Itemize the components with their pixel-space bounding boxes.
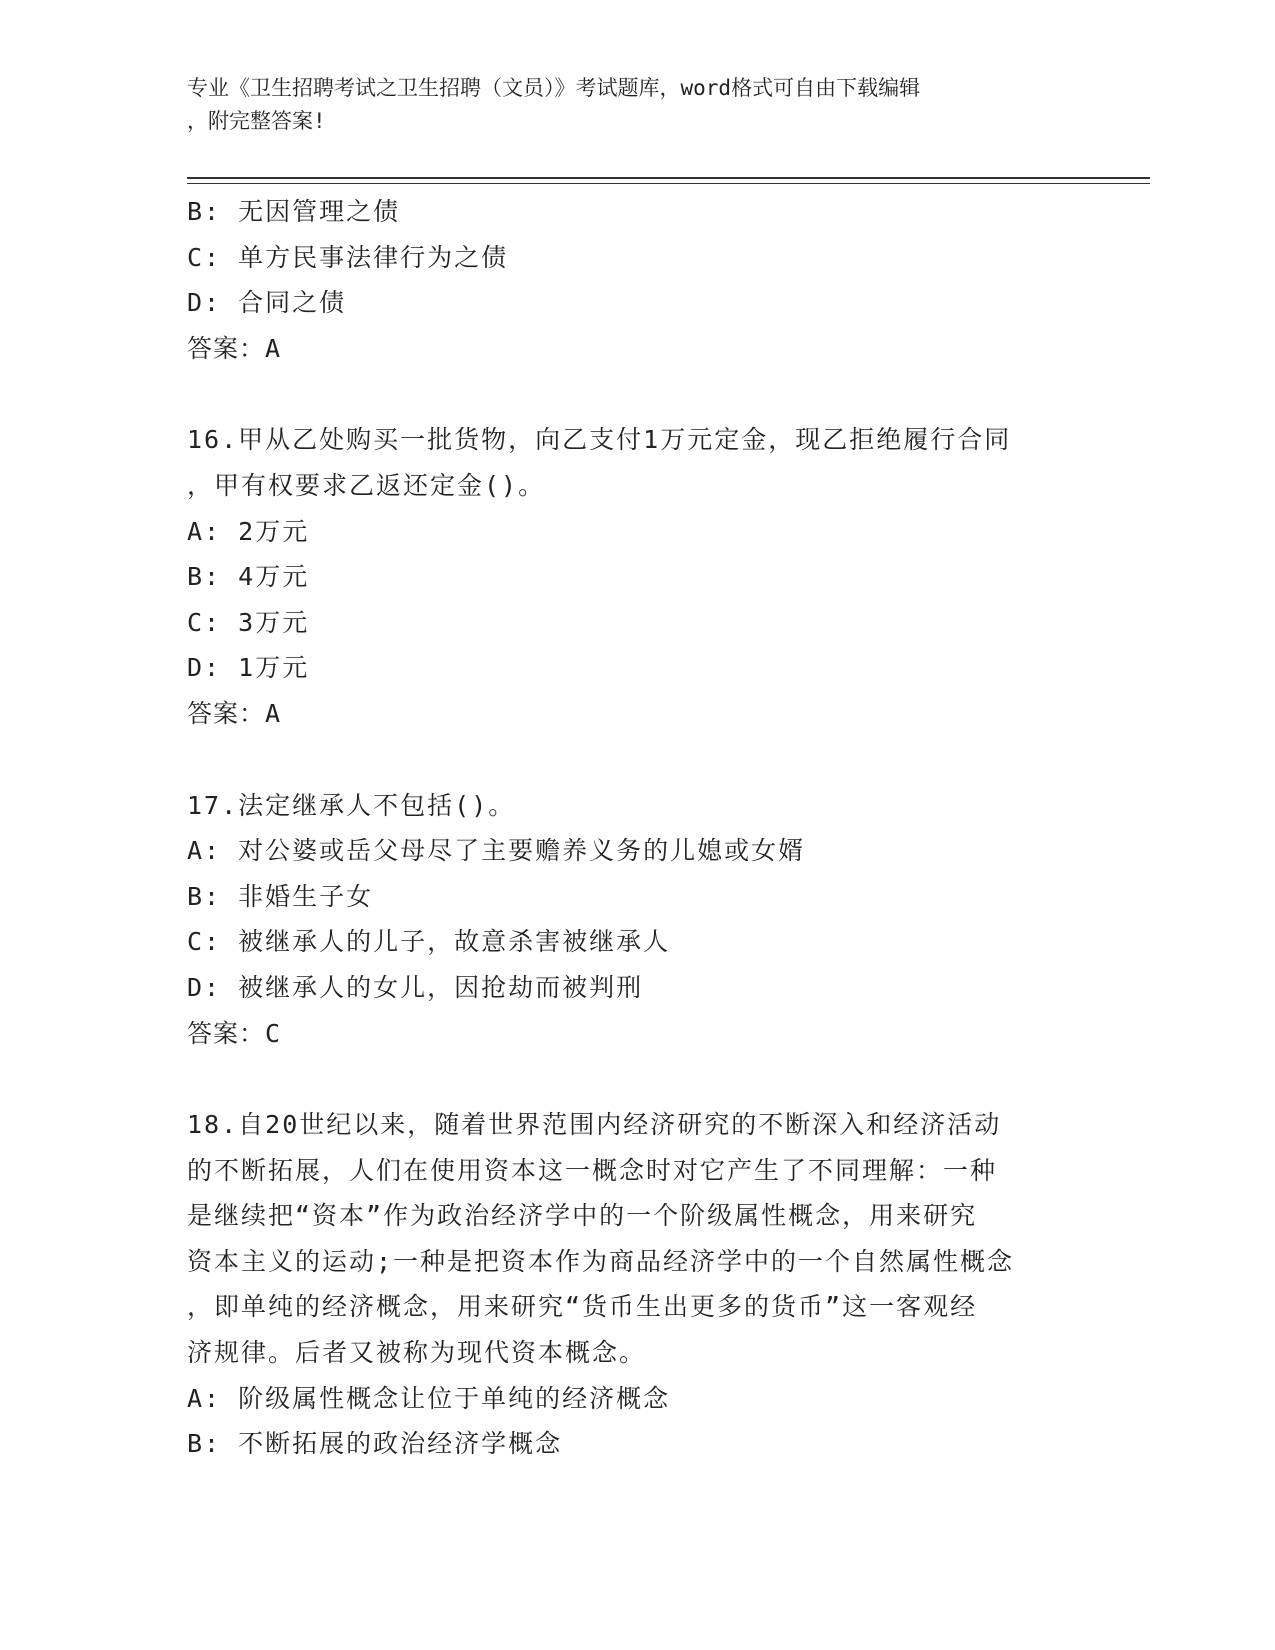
q16-stem-line1: 16.甲从乙处购买一批货物，向乙支付1万元定金，现乙拒绝履行合同: [187, 425, 1012, 455]
header-divider-thick: [187, 177, 1150, 179]
q16-option-d: D: 1万元: [187, 653, 310, 683]
q18-option-a: A: 阶级属性概念让位于单纯的经济概念: [187, 1383, 671, 1413]
header-title-line2: ，附完整答案!: [187, 109, 326, 133]
q18-stem-line4: 资本主义的运动;一种是把资本作为商品经济学中的一个自然属性概念: [187, 1246, 1015, 1276]
q17-option-d: D: 被继承人的女儿，因抢劫而被判刑: [187, 972, 644, 1002]
q17-option-c: C: 被继承人的儿子，故意杀害被继承人: [187, 927, 671, 957]
q18-stem-line1: 18.自20世纪以来，随着世界范围内经济研究的不断深入和经济活动: [187, 1110, 1002, 1140]
q18-stem-line3: 是继续把“资本”作为政治经济学中的一个阶级属性概念，用来研究: [187, 1201, 978, 1231]
q16-option-b: B: 4万元: [187, 562, 310, 592]
q15-option-c: C: 单方民事法律行为之债: [187, 242, 509, 272]
q16-answer: 答案：A: [187, 698, 282, 728]
q18-stem-line5: ，即单纯的经济概念，用来研究“货币生出更多的货币”这一客观经: [187, 1292, 978, 1322]
question-spacer: [187, 737, 1087, 783]
q17-stem-line1: 17.法定继承人不包括()。: [187, 790, 516, 820]
q17-answer: 答案：C: [187, 1018, 282, 1048]
question-spacer: [187, 1056, 1087, 1102]
question-spacer: [187, 371, 1087, 417]
q18-stem-line6: 济规律。后者又被称为现代资本概念。: [187, 1338, 647, 1368]
q15-option-b: B: 无因管理之债: [187, 197, 401, 226]
q15-answer: 答案：A: [187, 333, 282, 363]
q16-option-a: A: 2万元: [187, 516, 310, 546]
q15-option-d: D: 合同之债: [187, 288, 347, 318]
document-header: [187, 72, 1067, 138]
header-title-line1: 专业《卫生招聘考试之卫生招聘（文员）》考试题库，word格式可自由下载编辑: [187, 76, 921, 100]
question-list: [187, 189, 1087, 1467]
q18-option-b: B: 不断拓展的政治经济学概念: [187, 1429, 563, 1459]
q16-option-c: C: 3万元: [187, 607, 310, 637]
q17-option-b: B: 非婚生子女: [187, 881, 374, 911]
q17-option-a: A: 对公婆或岳父母尽了主要赡养义务的儿媳或女婿: [187, 836, 806, 866]
q16-stem-line2: ，甲有权要求乙返还定金()。: [187, 470, 546, 500]
q18-stem-line2: 的不断拓展，人们在使用资本这一概念时对它产生了不同理解：一种: [187, 1155, 998, 1185]
header-divider-thin: [187, 183, 1150, 184]
